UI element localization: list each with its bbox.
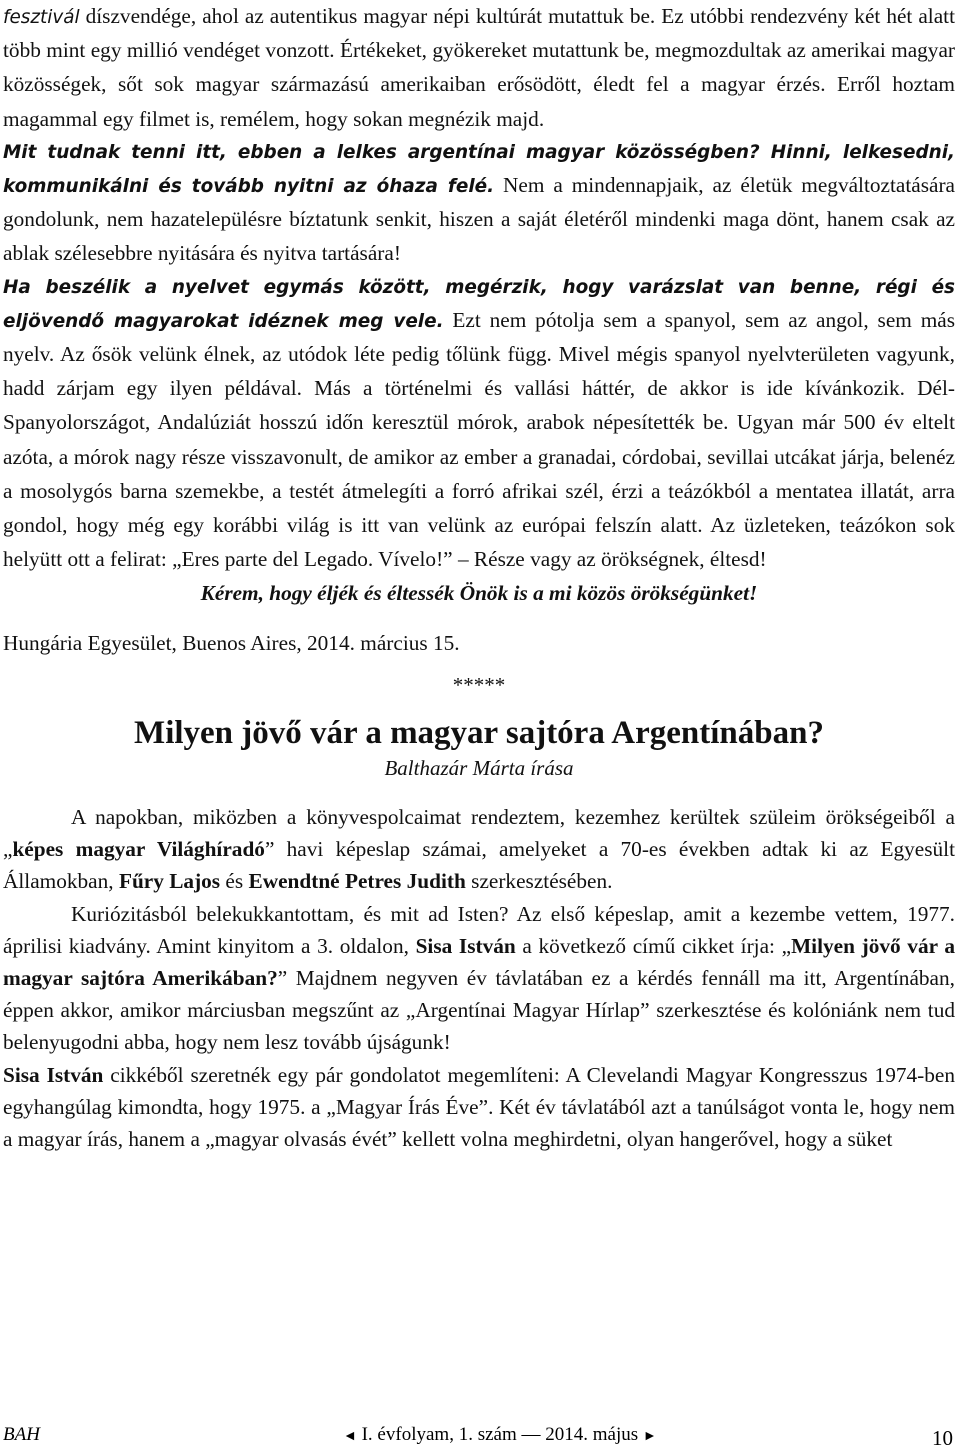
article-title: Milyen jövő vár a magyar sajtóra Argentínában? bbox=[134, 715, 824, 752]
right-triangle-icon: ► bbox=[642, 1429, 657, 1444]
article-paragraph-2 bbox=[3, 898, 955, 1059]
paragraph-festival bbox=[3, 0, 955, 137]
page-footer bbox=[3, 1420, 955, 1448]
text-run: a következő című cikket írja: „ bbox=[515, 933, 792, 958]
text-run: díszvendége, ahol az autentikus magyar népi kultúrát mutattuk be. Ez utóbbi rendezvény két hét alatt több mint egy millió vendéget vonzott. Értékeket, gyökereket mutattunk be, megmozdultak az amerikai magyar közösségek, sőt sok magyar származású amerikaiban erősödött, éledt fel a magyar érzés. Erről hoztam magammal egy filmet is, remélem, hogy sokan megnézik majd. bbox=[3, 4, 955, 131]
article-paragraph-1 bbox=[3, 801, 955, 898]
article-paragraph-3 bbox=[3, 1059, 955, 1156]
article-author: Balthazár Márta írása bbox=[384, 756, 574, 781]
text-run: Milyen jövő vár a magyar sajtóra Amerikában? bbox=[3, 933, 955, 991]
text-run: és bbox=[220, 869, 249, 894]
text-run: ” Majdnem negyven év távlatában ez a kérdés fennáll ma itt, Argentínában, éppen akkor, amikor márciusban megszűnt az „Argentínai Magyar Hírlap” szerkesztése és kolóniánk nem tud belenyugodni abba, hogy nem lesz tovább újságunk! bbox=[3, 966, 955, 1055]
left-triangle-icon: ◄ bbox=[343, 1429, 357, 1444]
text-run: Kuriózitásból belekukkantottam, és mit ad Isten? Az első képeslap, amit a kezembe vettem, 1977. áprilisi kiadvány. Amint kinyitom a 3. oldalon, bbox=[3, 901, 955, 958]
paragraph-community bbox=[3, 137, 955, 272]
paragraph-language bbox=[3, 272, 955, 578]
section-separator: ***** bbox=[452, 672, 506, 697]
page-number: 10 bbox=[932, 1426, 953, 1450]
text-run: cikkéből szeretnék egy pár gondolatot megemlíteni: A Clevelandi Magyar Kongresszus 1974-ben egyhangúlag kimondta, hogy 1975. a „Magyar Írás Éve”. Két év távlatából azt a tanúlságot vonta le, hogy nem a magyar írás, hanem a „magyar olvasás évét” kellett volna meghirdetni, olyan hangerővel, hogy a süket bbox=[3, 1062, 955, 1152]
footer-issue-text: I. évfolyam, 1. szám — 2014. május bbox=[361, 1424, 639, 1445]
language-emphasis: Ha beszélik a nyelvet egymás között, megérzik, hogy varázslat van benne, régi és eljövendő magyarokat idéznek meg vele. bbox=[3, 276, 955, 332]
footer-issue-info bbox=[343, 1424, 657, 1446]
text-run: Fűry Lajos bbox=[118, 869, 221, 894]
text-run: képes magyar Világhíradó bbox=[12, 837, 265, 862]
text-run: szerkesztésében. bbox=[465, 869, 613, 894]
text-run: A napokban, miközben a könyvespolcaimat rendeztem, kezemhez kerültek szüleim örökségeiből a „ bbox=[3, 805, 955, 862]
text-run: Sisa István bbox=[3, 1062, 104, 1087]
footer-publication-abbrev: BAH bbox=[3, 1424, 40, 1445]
document-page bbox=[3, 0, 955, 1155]
text-run: Sisa István bbox=[415, 933, 516, 958]
text-run: Ewendtné Petres Judith bbox=[248, 869, 466, 894]
language-text: Ezt nem pótolja sem a spanyol, sem az angol, sem más nyelv. Az ősök velünk élnek, az utódok léte pedig tőlünk függ. Mivel mégis spanyol nyelvterületen vagyunk, hadd zárjam egy ilyen példával. Más a történelmi és vallási háttér, de akkor is ide kívánkozik. Dél-Spanyolországot, Andalúziát hosszú időn keresztül mórok, arabok népesítették be. Ugyan már 500 év eltelt azóta, a mórok nagy része visszavonult, de amikor az ember a granadai, córdobai, sevillai utcákat járja, belenéz a mosolygós barna szemekbe, a testét átmelegíti a forró afrikai szél, érzi a teázókból a mentatea illatát, arra gondol, hogy még egy korábbi világ is itt van velünk az európai felszín alatt. Az üzleteken, teázókon sok helyütt ott a felirat: „Eres parte del Legado. Vívelo!” – Része vagy az örökségnek, éltesd! bbox=[3, 307, 955, 572]
text-run: ” havi képeslap számai, amelyeket a 70-es években adtak ki az Egyesült Államokban, bbox=[3, 837, 956, 894]
text-run: Nem a mindennapjaik, az életük megváltoztatására gondolunk, nem hazatelepülésre bíztatunk senkit, hiszen a saját életéről mindenki maga dönt, hanem csak az ablak szélesebbre nyitására és nyitva tartására! bbox=[3, 173, 956, 266]
signature-line: Hungária Egyesület, Buenos Aires, 2014. március 15. bbox=[3, 630, 460, 655]
text-run: Mit tudnak tenni itt, ebben a lelkes argentínai magyar közösségben? Hinni, lelkesedni, kommunikálni és tovább nyitni az óhaza felé. bbox=[3, 141, 955, 198]
text-run: fesztivál bbox=[3, 7, 80, 28]
closing-line: Kérem, hogy éljék és éltessék Önök is a mi közös örökségünket! bbox=[200, 581, 758, 606]
